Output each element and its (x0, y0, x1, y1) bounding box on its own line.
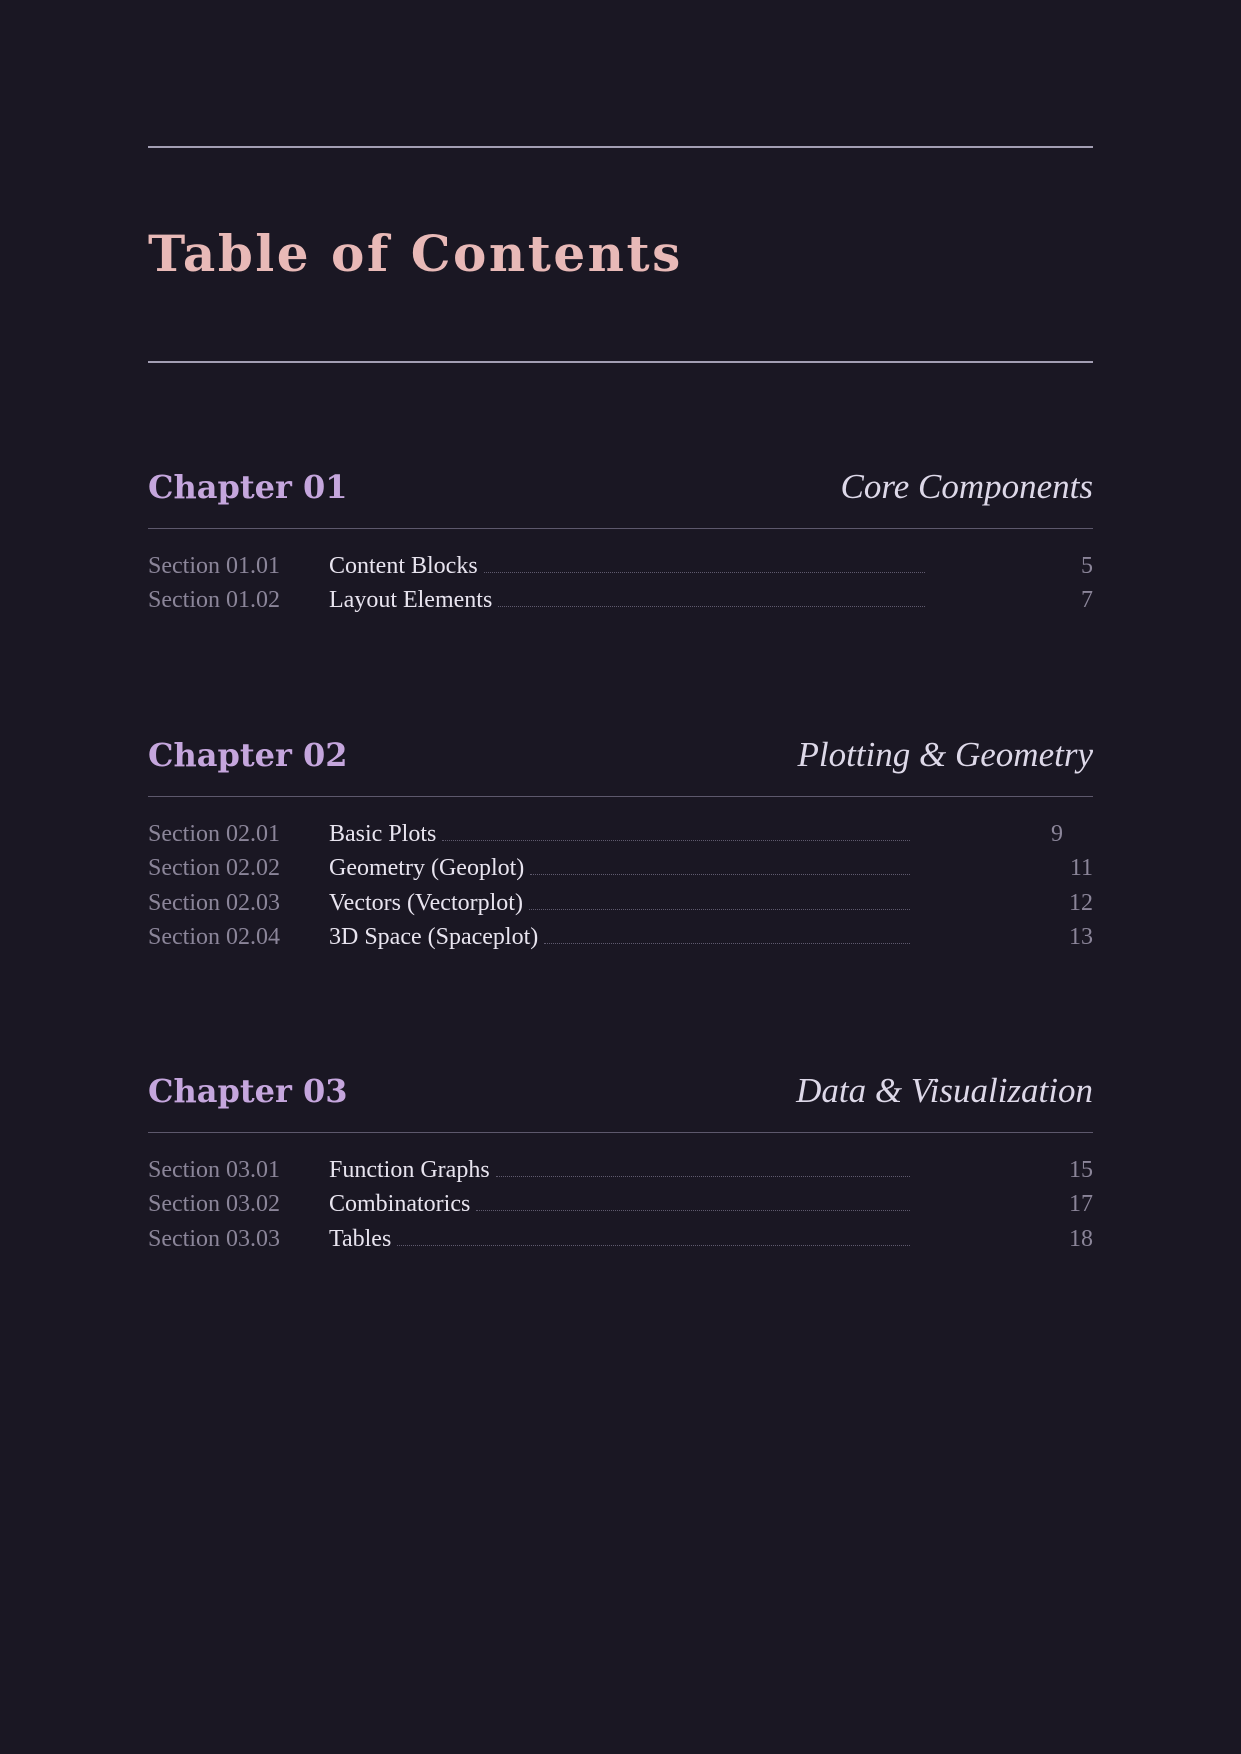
chapter-rule (148, 528, 1093, 529)
section-body (329, 583, 925, 617)
section-title[interactable]: Vectors (Vectorplot) (329, 889, 523, 916)
section-number: Section 02.01 (148, 821, 280, 847)
chapter-header (148, 463, 1093, 511)
section-body (329, 886, 910, 920)
page-number: 11 (1069, 855, 1093, 882)
toc-entry[interactable] (148, 549, 1093, 583)
toc-entry[interactable] (148, 1187, 1093, 1221)
page-number: 18 (1069, 1225, 1093, 1252)
chapter-header (148, 1067, 1093, 1115)
section-number: Section 02.02 (148, 855, 280, 882)
chapter-name: Data & Visualization (796, 1071, 1093, 1110)
section-title[interactable]: Geometry (Geoplot) (329, 855, 525, 882)
dot-leader (498, 606, 925, 607)
dot-leader (544, 943, 910, 944)
section-title[interactable]: 3D Space (Spaceplot) (329, 923, 539, 950)
title-rule (148, 361, 1093, 363)
toc-entry[interactable] (148, 817, 1093, 851)
section-title[interactable]: Tables (329, 1225, 392, 1252)
page-number: 15 (1069, 1157, 1093, 1183)
section-number: Section 01.01 (148, 553, 280, 579)
chapter-02 (148, 731, 1093, 950)
section-body (329, 549, 925, 583)
section-number: Section 01.02 (148, 587, 280, 614)
top-rule (148, 146, 1093, 148)
page-number: 5 (1081, 553, 1093, 579)
section-list (148, 549, 1093, 618)
section-body (329, 1222, 910, 1256)
section-body (329, 1187, 910, 1221)
section-body (329, 851, 910, 885)
section-number: Section 02.04 (148, 923, 280, 950)
chapter-label: Chapter 02 (148, 736, 348, 774)
dot-leader (496, 1176, 910, 1177)
page-number: 13 (1069, 923, 1093, 950)
toc-entry[interactable] (148, 886, 1093, 920)
chapter-03 (148, 1067, 1093, 1252)
dot-leader (442, 840, 910, 841)
section-title[interactable]: Basic Plots (329, 821, 437, 847)
dot-leader (529, 909, 910, 910)
section-body (329, 817, 910, 851)
section-body (329, 920, 910, 954)
section-title[interactable]: Layout Elements (329, 587, 493, 614)
chapter-rule (148, 1132, 1093, 1133)
chapter-label: Chapter 03 (148, 1072, 348, 1110)
page-title: Table of Contents (148, 224, 683, 283)
page-number: 12 (1069, 889, 1093, 916)
toc-entry[interactable] (148, 851, 1093, 885)
dot-leader (530, 874, 910, 875)
dot-leader (484, 572, 925, 573)
toc-entry[interactable] (148, 920, 1093, 954)
page-number: 7 (1081, 587, 1093, 614)
dot-leader (476, 1210, 910, 1211)
dot-leader (397, 1245, 910, 1246)
chapter-header (148, 731, 1093, 779)
section-list (148, 817, 1093, 954)
chapter-name: Core Components (840, 467, 1093, 506)
chapter-01 (148, 463, 1093, 614)
section-body (329, 1153, 910, 1187)
toc-entry[interactable] (148, 583, 1093, 617)
page-number: 9 (1051, 821, 1063, 847)
section-list (148, 1153, 1093, 1256)
section-title[interactable]: Function Graphs (329, 1157, 490, 1183)
chapter-name: Plotting & Geometry (797, 735, 1093, 774)
toc-entry[interactable] (148, 1222, 1093, 1256)
section-title[interactable]: Content Blocks (329, 553, 478, 579)
section-number: Section 03.01 (148, 1157, 280, 1183)
section-number: Section 03.02 (148, 1191, 280, 1218)
chapter-label: Chapter 01 (148, 468, 348, 506)
page-number: 17 (1069, 1191, 1093, 1218)
toc-entry[interactable] (148, 1153, 1093, 1187)
section-number: Section 02.03 (148, 889, 280, 916)
chapter-rule (148, 796, 1093, 797)
section-number: Section 03.03 (148, 1225, 280, 1252)
section-title[interactable]: Combinatorics (329, 1191, 471, 1218)
